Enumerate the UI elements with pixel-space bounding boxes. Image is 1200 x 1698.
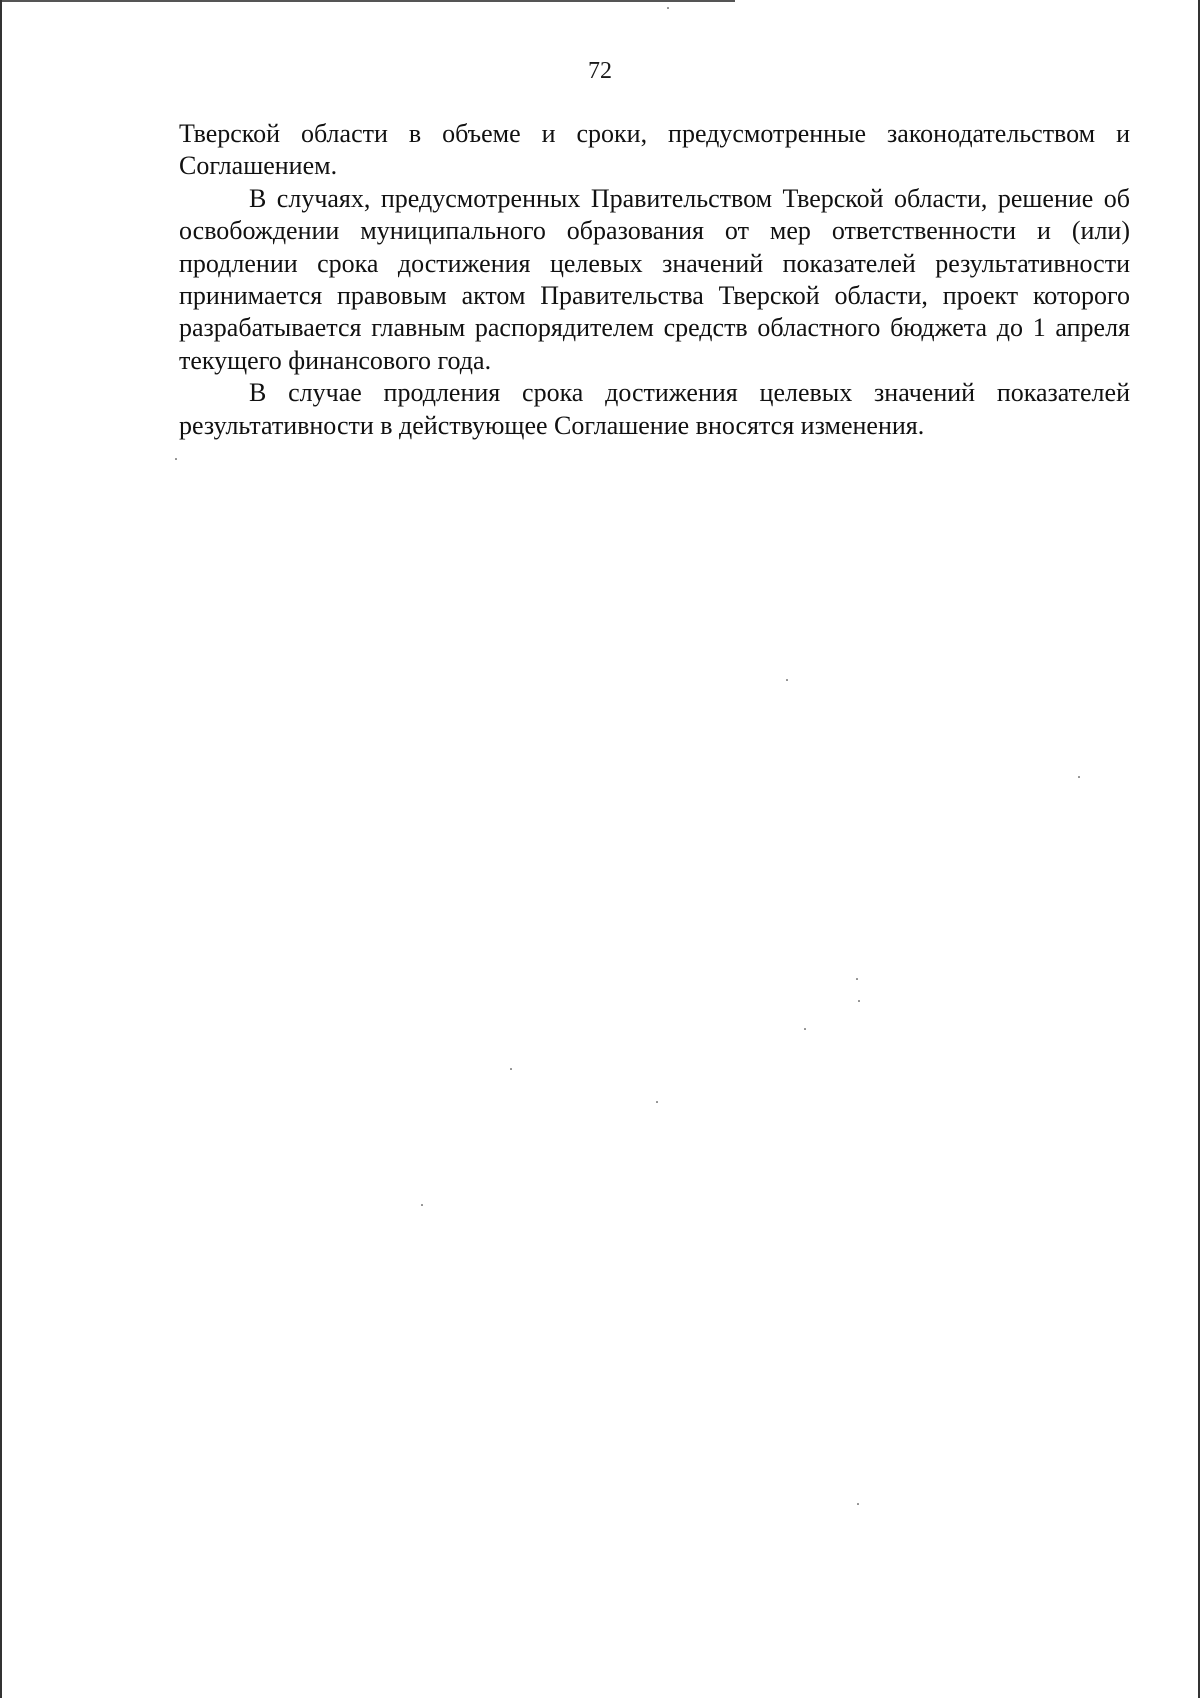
scan-speck bbox=[175, 458, 177, 460]
scan-speck bbox=[804, 1028, 806, 1030]
scan-speck bbox=[856, 978, 858, 980]
scan-speck bbox=[1078, 776, 1080, 778]
scan-speck bbox=[656, 1101, 658, 1103]
scan-speck bbox=[858, 1000, 860, 1002]
paragraph-continued: Тверской области в объеме и сроки, предусмотренные законодательством и Соглашением. bbox=[179, 119, 1130, 181]
scan-speck bbox=[510, 1068, 512, 1070]
scan-speck bbox=[857, 1503, 859, 1505]
scan-speck bbox=[421, 1204, 423, 1206]
scan-edge-top bbox=[0, 0, 735, 2]
page-number: 72 bbox=[588, 58, 612, 84]
paragraph-agreement-changes: В случае продления срока достижения целевых значений показателей результативности в действующее Соглашение вносятся изменения. bbox=[179, 378, 1130, 440]
scan-speck bbox=[667, 7, 669, 9]
scan-speck bbox=[786, 679, 788, 681]
document-body bbox=[179, 118, 1130, 442]
paragraph-extension-decision: В случаях, предусмотренных Правительством Тверской области, решение об освобождении муниципального образования от мер ответственности и (или) продлении срока достижения целевых значений показателей результативности принимается правовым актом Правительства Тверской области, проект которого разрабатывается главным распорядителем средств областного бюджета до 1 апреля текущего финансового года. bbox=[179, 183, 1130, 375]
scan-edge-left bbox=[0, 0, 2, 1698]
